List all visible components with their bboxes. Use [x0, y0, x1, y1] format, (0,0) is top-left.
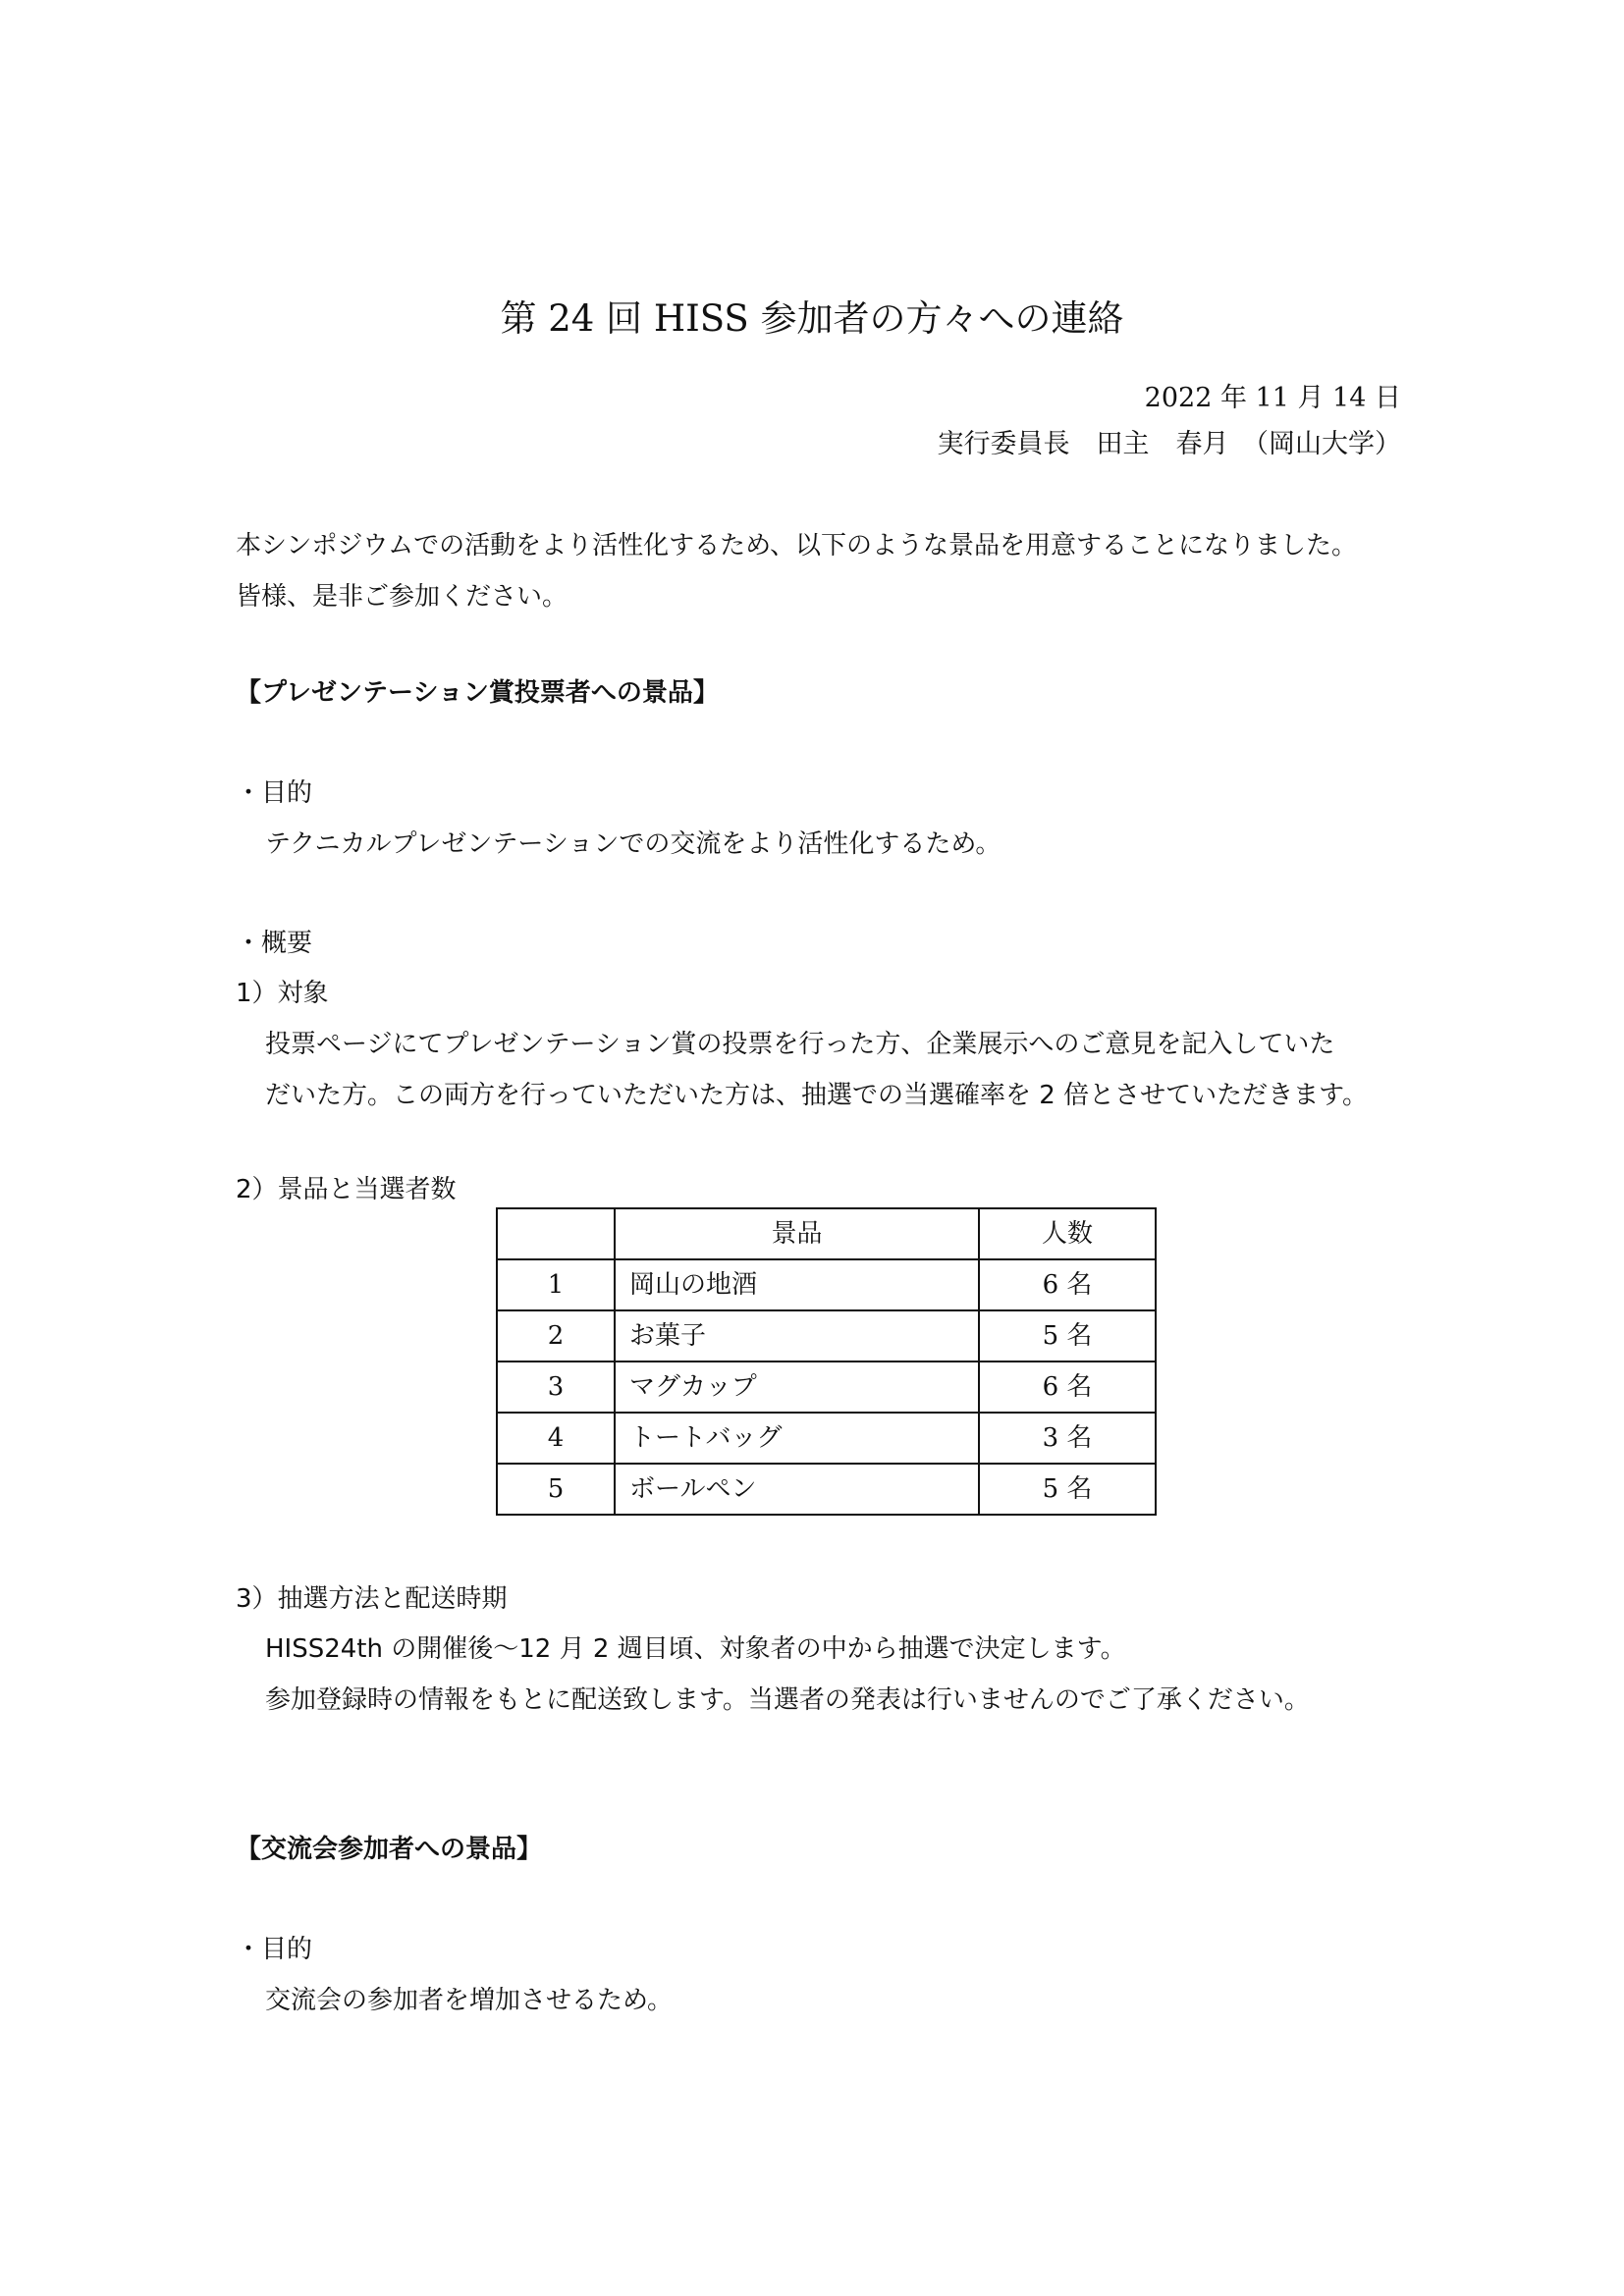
section1-target-label: 1）対象 — [236, 979, 329, 1008]
section1-purpose-text: テクニカルプレゼンテーションでの交流をより活性化するため。 — [265, 829, 1001, 859]
section1-lottery-line-1: HISS24th の開催後～12 月 2 週目頃、対象者の中から抽選で決定します。 — [265, 1634, 1126, 1664]
section1-overview-label: ・概要 — [236, 929, 313, 958]
section1-target-line-1: 投票ページにてプレゼンテーション賞の投票を行った方、企業展示へのご意見を記入していた — [265, 1030, 1335, 1059]
section2-purpose-text: 交流会の参加者を増加させるため。 — [265, 1986, 673, 2015]
row-no: 4 — [497, 1413, 615, 1464]
section1-target-line-2: だいた方。この両方を行っていただいた方は、抽選での当選確率を 2 倍とさせていただきます。 — [265, 1081, 1368, 1110]
prize-table — [496, 1207, 1157, 1516]
table-row — [497, 1259, 1156, 1310]
row-count: 5 名 — [979, 1464, 1156, 1515]
section1-heading: 【プレゼンテーション賞投票者への景品】 — [236, 678, 719, 708]
section2-purpose-label: ・目的 — [236, 1935, 313, 1964]
table-row — [497, 1464, 1156, 1515]
header-no — [497, 1208, 615, 1259]
section1-purpose-label: ・目的 — [236, 778, 313, 808]
header-prize: 景品 — [615, 1208, 979, 1259]
row-count: 6 名 — [979, 1259, 1156, 1310]
header-count: 人数 — [979, 1208, 1156, 1259]
row-prize: 岡山の地酒 — [615, 1259, 979, 1310]
row-count: 6 名 — [979, 1362, 1156, 1413]
section1-lottery-line-2: 参加登録時の情報をもとに配送致します。当選者の発表は行いませんのでご了承ください。 — [265, 1685, 1310, 1715]
intro-line-1: 本シンポジウムでの活動をより活性化するため、以下のような景品を用意することになりました。 — [236, 531, 1358, 561]
table-row — [497, 1310, 1156, 1362]
document-date: 2022 年 11 月 14 日 — [1144, 383, 1401, 413]
row-prize: お菓子 — [615, 1310, 979, 1362]
section2-heading: 【交流会参加者への景品】 — [236, 1835, 543, 1864]
row-prize: マグカップ — [615, 1362, 979, 1413]
intro-line-2: 皆様、是非ご参加ください。 — [236, 582, 568, 612]
row-count: 5 名 — [979, 1310, 1156, 1362]
table-row — [497, 1362, 1156, 1413]
row-no: 1 — [497, 1259, 615, 1310]
row-no: 5 — [497, 1464, 615, 1515]
section1-prizes-label: 2）景品と当選者数 — [236, 1175, 457, 1204]
row-no: 3 — [497, 1362, 615, 1413]
document-author: 実行委員長 田主 春月 （岡山大学） — [937, 429, 1401, 459]
table-row — [497, 1413, 1156, 1464]
row-count: 3 名 — [979, 1413, 1156, 1464]
row-prize: トートバッグ — [615, 1413, 979, 1464]
row-no: 2 — [497, 1310, 615, 1362]
document-title: 第 24 回 HISS 参加者の方々への連絡 — [500, 297, 1124, 340]
row-prize: ボールペン — [615, 1464, 979, 1515]
prize-table-header — [497, 1208, 1156, 1259]
section1-lottery-label: 3）抽選方法と配送時期 — [236, 1584, 508, 1614]
